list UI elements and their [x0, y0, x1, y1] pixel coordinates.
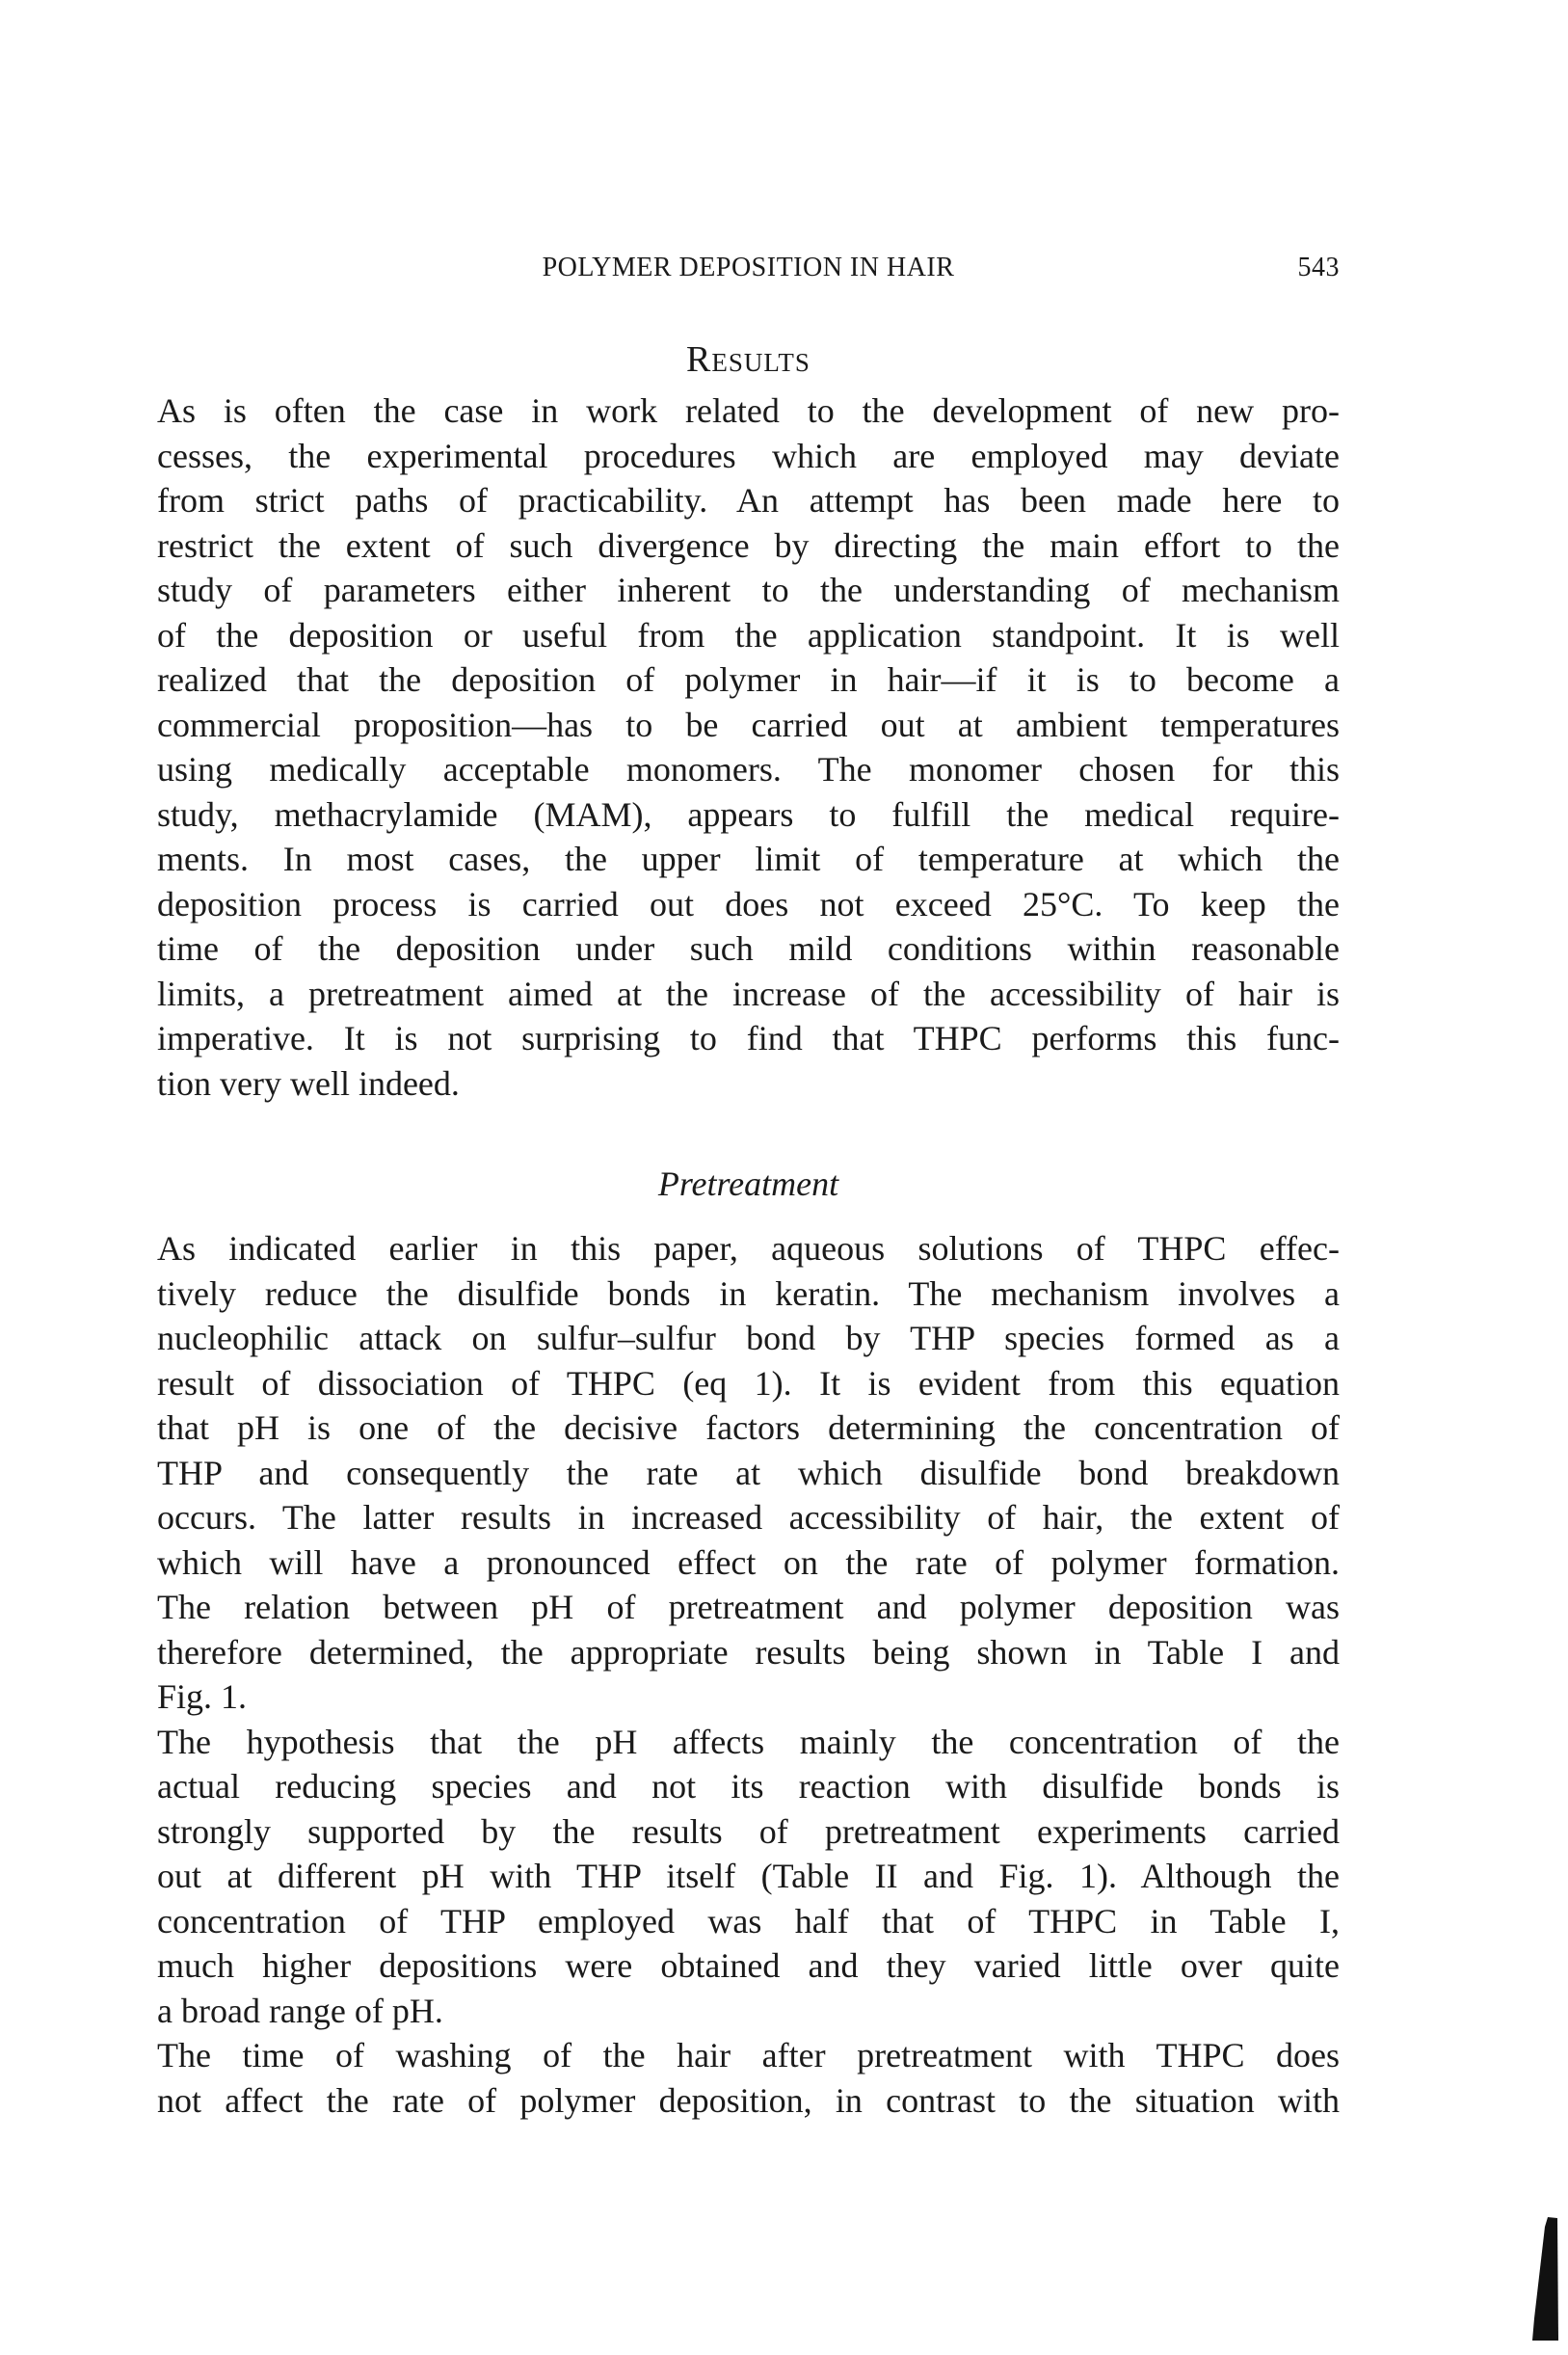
running-head-title: POLYMER DEPOSITION IN HAIR	[542, 253, 955, 282]
text-line: commercial proposition—has to be carried out at ambient temperatures	[157, 705, 1340, 744]
text-line: therefore determined, the appropriate results being shown in Table I and	[157, 1632, 1340, 1672]
text-line: from strict paths of practicability. An attempt has been made here to	[157, 481, 1340, 520]
text-line: study of parameters either inherent to the understanding of mechanism	[157, 571, 1340, 609]
subsection-heading-pretreatment: Pretreatment	[657, 1164, 839, 1203]
text-line: much higher depositions were obtained and they varied little over quite	[157, 1946, 1340, 1985]
paragraph-pretreatment-3	[157, 2033, 1340, 2123]
text-line: The relation between pH of pretreatment and polymer deposition was	[157, 1588, 1340, 1626]
text-line: As is often the case in work related to the development of new pro-	[157, 391, 1340, 430]
text-line: tively reduce the disulfide bonds in keratin. The mechanism involves a	[157, 1273, 1340, 1313]
page-number: 543	[1297, 253, 1340, 282]
text-line: concentration of THP employed was half that of THPC in Table I,	[157, 1901, 1340, 1940]
text-line: a broad range of pH.	[157, 1991, 443, 2030]
text-line: of the deposition or useful from the application standpoint. It is well	[157, 615, 1340, 655]
text-line: result of dissociation of THPC (eq 1). It is evident from this equation	[157, 1363, 1340, 1403]
text-line: ments. In most cases, the upper limit of temperature at which the	[157, 840, 1340, 878]
text-line: strongly supported by the results of pretreatment experiments carried	[157, 1811, 1340, 1851]
text-line: The time of washing of the hair after pretreatment with THPC does	[157, 2036, 1340, 2074]
text-line: The hypothesis that the pH affects mainly the concentration of the	[157, 1722, 1340, 1761]
section-heading-results: Results	[686, 339, 811, 380]
text-line: that pH is one of the decisive factors determining the concentration of	[157, 1408, 1340, 1447]
text-line: As indicated earlier in this paper, aqueous solutions of THPC effec-	[157, 1229, 1340, 1268]
text-line: realized that the deposition of polymer in hair—if it is to become a	[157, 660, 1340, 699]
text-line: actual reducing species and not its reaction with disulfide bonds is	[157, 1767, 1340, 1806]
text-line: out at different pH with THP itself (Table II and Fig. 1). Although the	[157, 1857, 1340, 1895]
text-line: occurs. The latter results in increased accessibility of hair, the extent of	[157, 1498, 1340, 1537]
text-line: not affect the rate of polymer deposition, in contrast to the situation with	[157, 2080, 1340, 2120]
paragraph-results	[157, 388, 1340, 1106]
text-line: study, methacrylamide (MAM), appears to fulfill the medical require-	[157, 794, 1340, 834]
text-line: THP and consequently the rate at which disulfide bond breakdown	[157, 1453, 1340, 1492]
text-line: time of the deposition under such mild conditions within reasonable	[157, 929, 1340, 968]
paragraph-pretreatment-2	[157, 1720, 1340, 2034]
text-line: deposition process is carried out does not exceed 25°C. To keep the	[157, 884, 1340, 923]
text-line: using medically acceptable monomers. The monomer chosen for this	[157, 750, 1340, 789]
running-head	[157, 253, 1340, 287]
text-line: restrict the extent of such divergence by directing the main effort to the	[157, 525, 1340, 565]
text-line: imperative. It is not surprising to find that THPC performs this func-	[157, 1019, 1340, 1057]
scan-edge-mark	[1532, 2217, 1565, 2344]
text-line: tion very well indeed.	[157, 1063, 460, 1103]
text-line: which will have a pronounced effect on the rate of polymer formation.	[157, 1542, 1340, 1582]
text-line: limits, a pretreatment aimed at the increase of the accessibility of hair is	[157, 974, 1340, 1013]
text-line: Fig. 1.	[157, 1677, 248, 1716]
paragraph-pretreatment-1	[157, 1226, 1340, 1720]
text-line: nucleophilic attack on sulfur–sulfur bond by THP species formed as a	[157, 1319, 1340, 1357]
text-line: cesses, the experimental procedures which are employed may deviate	[157, 436, 1340, 475]
